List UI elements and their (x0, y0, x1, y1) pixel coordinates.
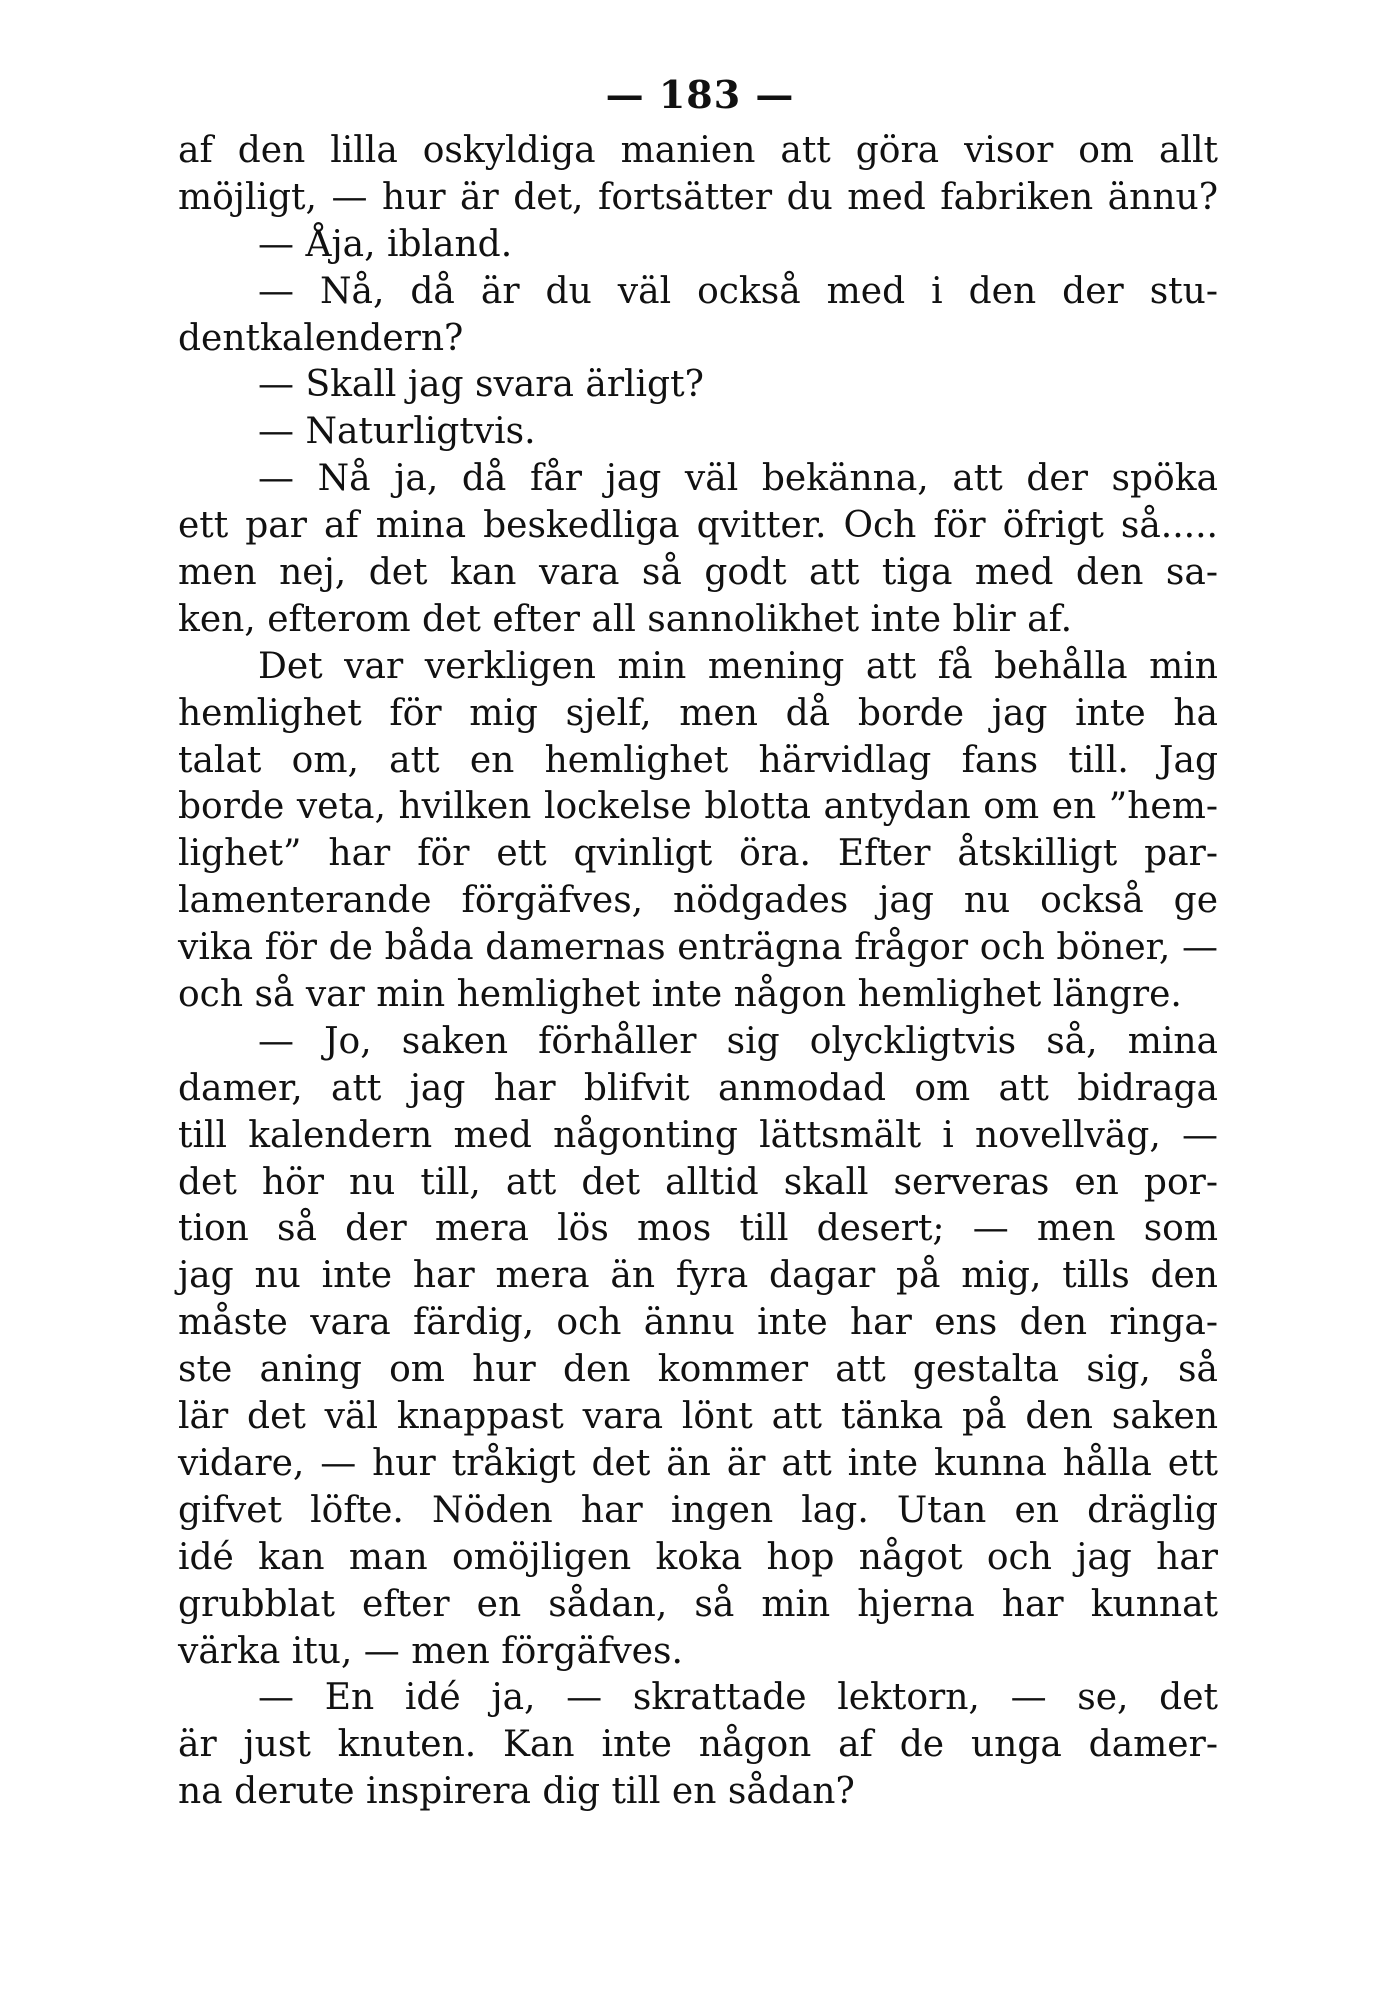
text-line: och så var min hemlighet inte någon hemlighet längre. (178, 974, 1182, 1016)
page-number: — 183 — (605, 72, 795, 117)
text-line: lamenterande förgäfves, nödgades jag nu också ge (178, 880, 1218, 922)
text-line: na derute inspirera dig till en sådan? (178, 1771, 855, 1813)
text-line: borde veta, hvilken lockelse blotta antydan om en ”hem- (178, 786, 1218, 828)
text-line: är just knuten. Kan inte någon af de unga damer- (178, 1724, 1218, 1766)
text-line: men nej, det kan vara så godt att tiga med den sa- (178, 552, 1218, 594)
text-line: damer, att jag har blifvit anmodad om att bidraga (178, 1067, 1218, 1109)
text-line: — En idé ja, — skrattade lektorn, — se, det (258, 1677, 1218, 1719)
text-line: talat om, att en hemlighet härvidlag fans till. Jag (178, 739, 1218, 781)
text-line: vidare, — hur tråkigt det än är att inte kunna hålla ett (178, 1442, 1218, 1484)
text-line: Det var verkligen min mening att få behålla min (258, 645, 1218, 687)
text-line: värka itu, — men förgäfves. (178, 1630, 683, 1672)
text-line: det hör nu till, att det alltid skall serveras en por- (178, 1161, 1218, 1203)
text-line: lär det väl knappast vara lönt att tänka på den saken (178, 1396, 1218, 1438)
text-line: idé kan man omöjligen koka hop något och jag har (178, 1536, 1218, 1578)
text-line: af den lilla oskyldiga manien att göra visor om allt (178, 130, 1218, 171)
text-line: tion så der mera lös mos till desert; — men som (178, 1208, 1218, 1250)
body-text (178, 128, 1218, 1816)
text-line: hemlighet för mig sjelf, men då borde jag inte ha (178, 692, 1218, 734)
text-line: jag nu inte har mera än fyra dagar på mig, tills den (178, 1255, 1218, 1297)
text-line: — Nå ja, då får jag väl bekänna, att der spöka (258, 458, 1218, 500)
text-line: till kalendern med någonting lättsmält i novellväg, — (178, 1114, 1218, 1156)
text-line: lighet” har för ett qvinligt öra. Efter åtskilligt par- (178, 833, 1218, 875)
text-line: dentkalendern? (178, 317, 464, 359)
text-line: gifvet löfte. Nöden har ingen lag. Utan en dräglig (178, 1489, 1218, 1531)
text-line: — Naturligtvis. (258, 411, 536, 453)
text-line: — Nå, då är du väl också med i den der stu- (258, 270, 1218, 312)
text-line: — Skall jag svara ärligt? (258, 364, 704, 406)
text-line: — Åja, ibland. (258, 223, 513, 265)
text-line: vika för de båda damernas enträgna frågor och böner, — (178, 927, 1218, 969)
text-line: ken, efterom det efter all sannolikhet inte blir af. (178, 598, 1073, 640)
text-line: — Jo, saken förhåller sig olyckligtvis så, mina (258, 1020, 1218, 1062)
text-line: måste vara färdig, och ännu inte har ens den ringa- (178, 1302, 1218, 1344)
text-line: möjligt, — hur är det, fortsätter du med fabriken ännu? (178, 176, 1218, 218)
text-line: ett par af mina beskedliga qvitter. Och för öfrigt så..... (178, 505, 1218, 547)
text-line: grubblat efter en sådan, så min hjerna har kunnat (178, 1583, 1218, 1625)
text-line: ste aning om hur den kommer att gestalta sig, så (178, 1349, 1218, 1391)
